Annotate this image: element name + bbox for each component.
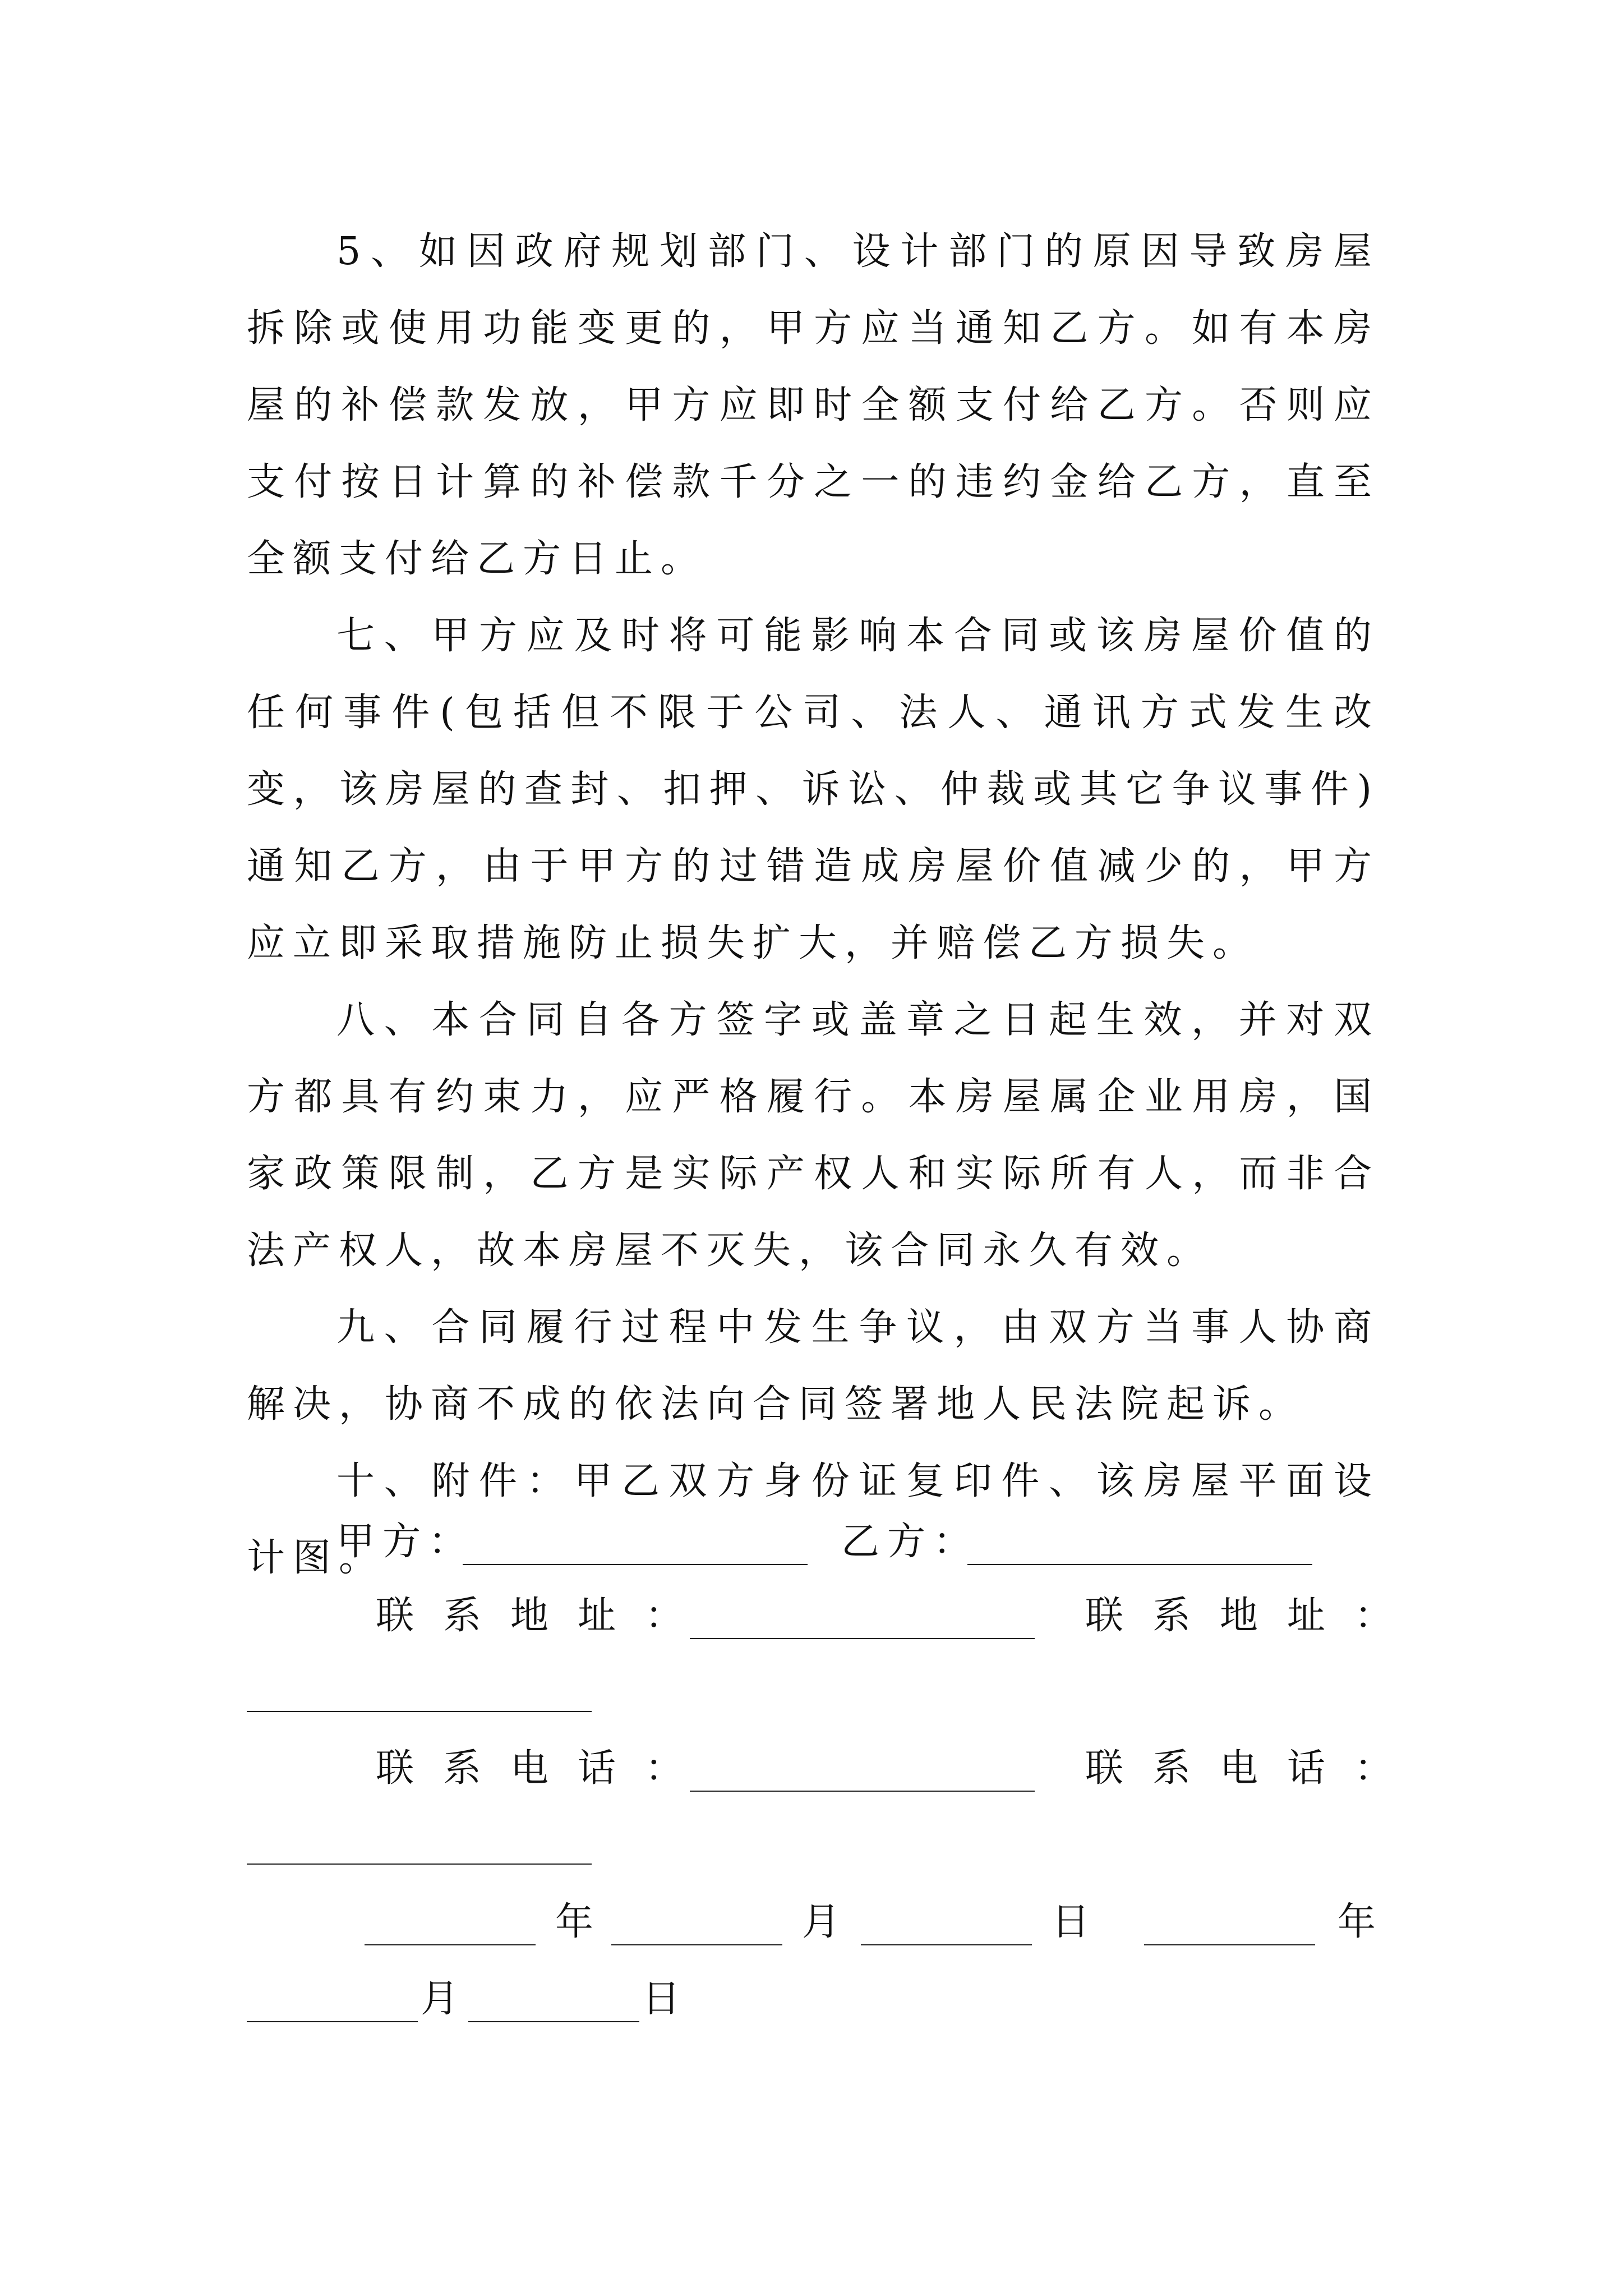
address-a-label: 联系地址： [376, 1594, 713, 1638]
party-b-label: 乙方： [841, 1520, 980, 1564]
party-a-line[interactable] [463, 1564, 808, 1565]
date-row-continued [247, 1961, 1380, 2037]
phone-b-label: 联系电话： [1085, 1746, 1422, 1791]
date-b-month-line[interactable] [247, 2021, 418, 2022]
phone-a-label: 联系电话： [376, 1746, 713, 1791]
date-a-day-line[interactable] [861, 1944, 1032, 1945]
date-b-year-label: 年 [1338, 1900, 1384, 1944]
date-row [247, 1884, 1384, 1961]
clause-10-paragraph: 十、附件：甲乙双方身份证复印件、该房屋平面设计图。 [247, 1459, 1380, 1580]
address-b-line[interactable] [247, 1711, 592, 1712]
date-b-day-label: 日 [642, 1977, 689, 2021]
date-a-month-label: 月 [802, 1900, 849, 1944]
party-a-label: 甲方： [336, 1520, 475, 1564]
clause-9-paragraph: 九、合同履行过程中发生争议，由双方当事人协商解决，协商不成的依法向合同签署地人民法院起诉。 [247, 1305, 1380, 1427]
contract-body [247, 213, 1380, 1596]
address-a-line[interactable] [690, 1638, 1035, 1639]
date-b-year-line[interactable] [1144, 1944, 1315, 1945]
phone-row [247, 1730, 1422, 1807]
clause-7-paragraph: 七、甲方应及时将可能影响本合同或该房屋价值的任何事件(包括但不限于公司、法人、通讯方式发生改变，该房屋的查封、扣押、诉讼、仲裁或其它争议事件)通知乙方，由于甲方的过错造成房屋价值减少的，甲方应立即采取措施防止损失扩大，并赔偿乙方损失。 [247, 614, 1380, 965]
address-row [247, 1577, 1422, 1654]
clause-5-paragraph: 5、如因政府规划部门、设计部门的原因导致房屋拆除或使用功能变更的，甲方应当通知乙方。如有本房屋的补偿款发放，甲方应即时全额支付给乙方。否则应支付按日计算的补偿款千分之一的违约金给乙方，直至全额支付给乙方日止。 [247, 229, 1380, 581]
party-row [247, 1503, 1380, 1580]
date-a-month-line[interactable] [611, 1944, 782, 1945]
clause-8-paragraph: 八、本合同自各方签字或盖章之日起生效，并对双方都具有约束力，应严格履行。本房屋属企业用房，国家政策限制，乙方是实际产权人和实际所有人，而非合法产权人，故本房屋不灭失，该合同永久有效。 [247, 998, 1380, 1273]
date-a-year-label: 年 [555, 1900, 602, 1944]
phone-b-line[interactable] [247, 1864, 592, 1865]
date-b-day-line[interactable] [468, 2021, 639, 2022]
date-a-year-line[interactable] [365, 1944, 536, 1945]
party-b-line[interactable] [967, 1564, 1312, 1565]
date-a-day-label: 日 [1052, 1900, 1098, 1944]
date-b-month-label: 月 [421, 1977, 467, 2021]
phone-a-line[interactable] [690, 1791, 1035, 1792]
address-b-label: 联系地址： [1085, 1594, 1422, 1638]
